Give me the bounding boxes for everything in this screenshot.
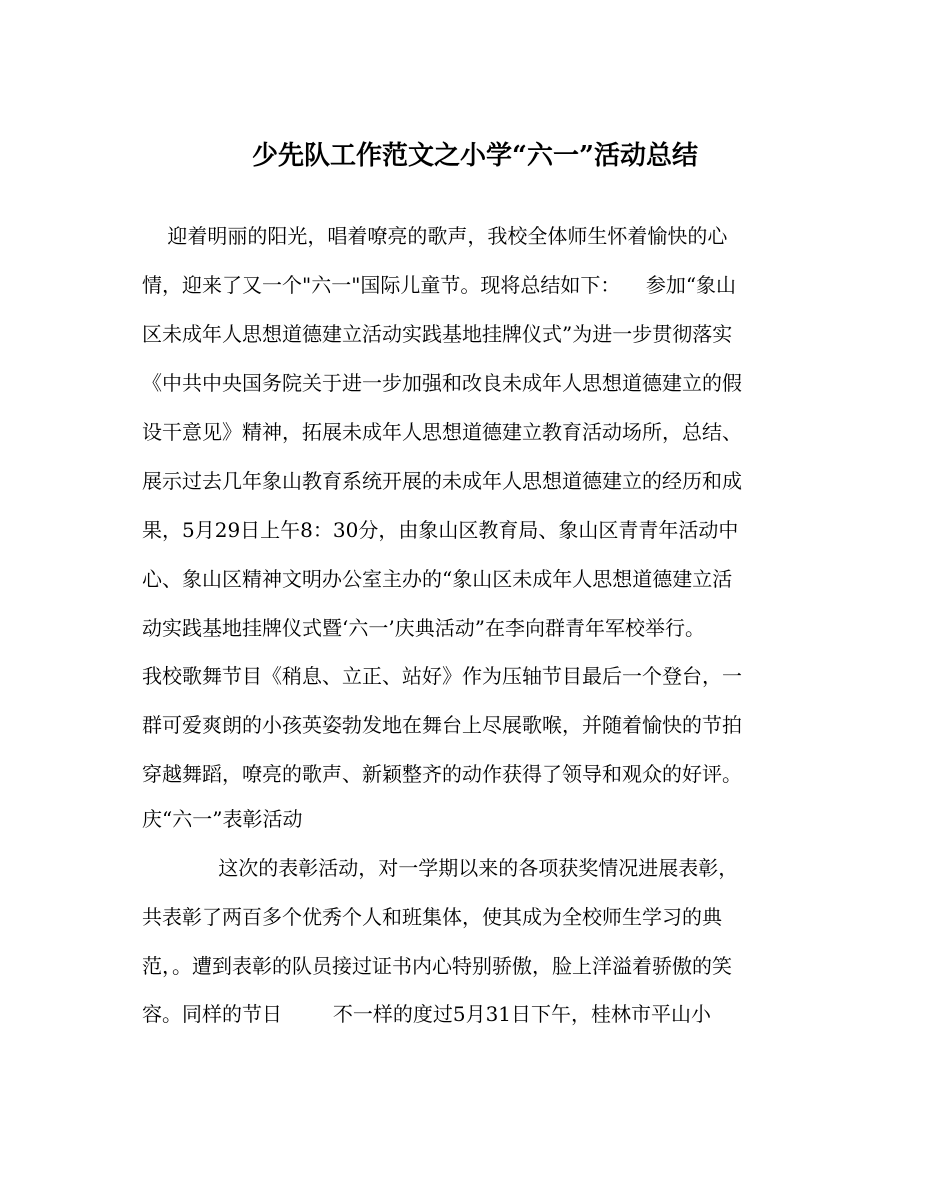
body-line: 动实践基地挂牌仪式暨‘六一’庆典活动”在李向群青年军校举行。 — [142, 616, 705, 640]
body-line: 我校歌舞节目《稍息、立正、站好》作为压轴节目最后一个登台，一 — [142, 664, 742, 688]
body-line: 展示过去几年象山教育系统开展的未成年人思想道德建立的经历和成 — [142, 469, 742, 493]
body-line: 范，。遭到表彰的队员接过证书内心特别骄傲，脸上洋溢着骄傲的笑 — [142, 954, 732, 978]
body-line: 容。同样的节日 不一样的度过5月31日下午，桂林市平山小 — [142, 1002, 712, 1026]
body-line: 共表彰了两百多个优秀个人和班集体，使其成为全校师生学习的典 — [142, 905, 722, 929]
document-title: 少先队工作范文之小学“六一”活动总结 — [252, 141, 698, 171]
body-line: 情，迎来了又一个"六一"国际儿童节。现将总结如下： 参加“象山 — [142, 273, 737, 297]
body-line: 这次的表彰活动，对一学期以来的各项获奖情况进展表彰， — [142, 856, 739, 880]
section-heading: 庆“六一”表彰活动 — [142, 807, 303, 831]
body-line: 设干意见》精神，拓展未成年人思想道德建立教育活动场所，总结、 — [142, 420, 742, 444]
body-line: 穿越舞蹈，嘹亮的歌声、新颖整齐的动作获得了领导和观众的好评。 — [142, 762, 742, 786]
body-line: 果，5月29日上午8：30分，由象山区教育局、象山区青青年活动中 — [142, 518, 739, 542]
body-line: 区未成年人思想道德建立活动实践基地挂牌仪式”为进一步贯彻落实 — [142, 322, 733, 346]
body-line: 群可爱爽朗的小孩英姿勃发地在舞台上尽展歌喉，并随着愉快的节拍 — [142, 713, 742, 737]
body-line: 《中共中央国务院关于进一步加强和改良未成年人思想道德建立的假 — [142, 371, 742, 395]
body-line: 心、象山区精神文明办公室主办的“象山区未成年人思想道德建立活 — [142, 567, 733, 591]
body-line: 迎着明丽的阳光，唱着嘹亮的歌声，我校全体师生怀着愉快的心 — [142, 224, 728, 248]
